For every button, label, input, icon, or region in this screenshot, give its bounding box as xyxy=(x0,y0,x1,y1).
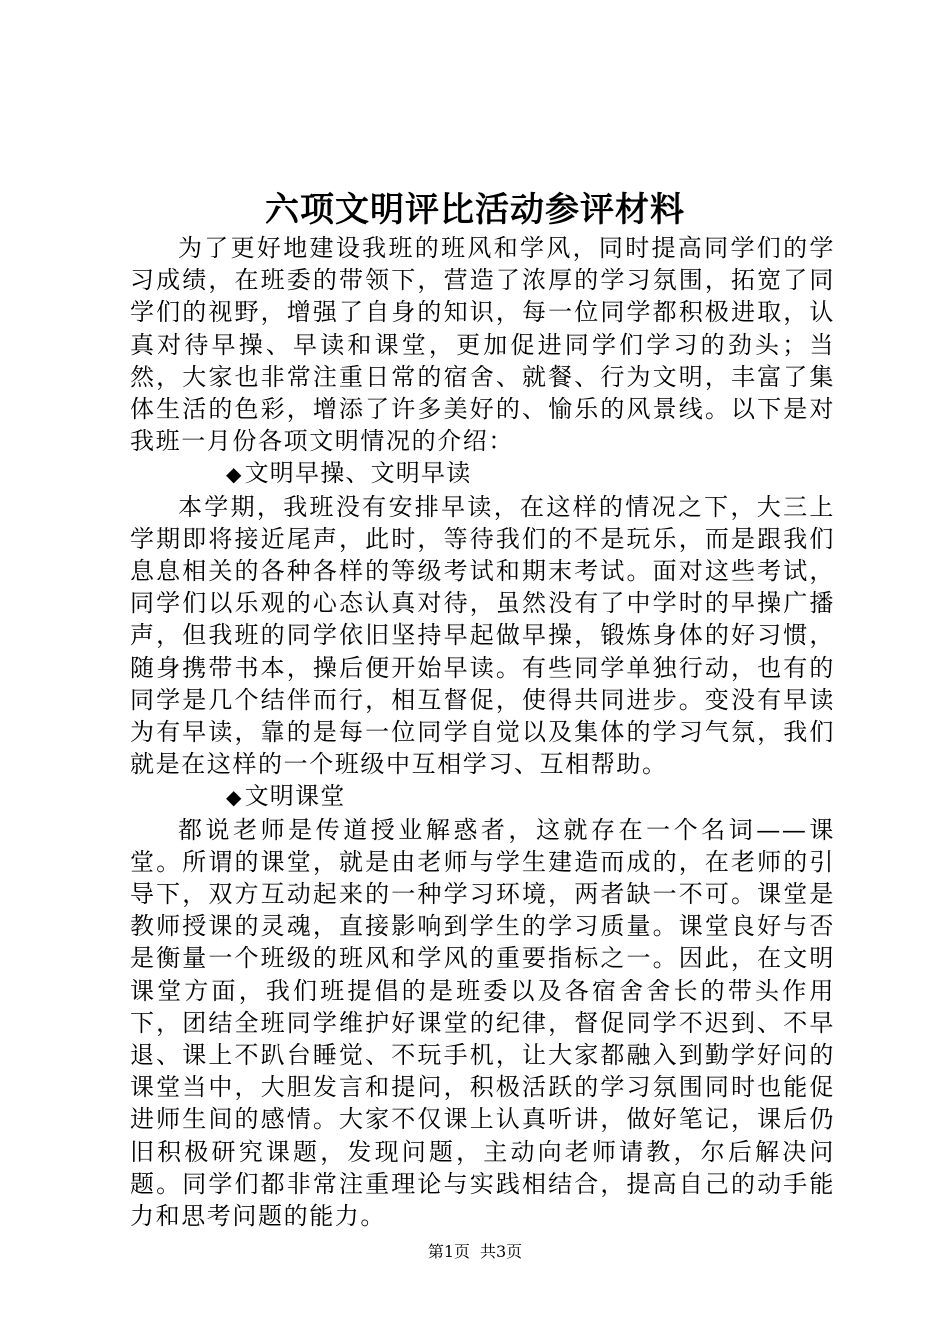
diamond-bullet-icon: ◆ xyxy=(226,462,243,487)
section-heading-morning xyxy=(130,457,835,490)
section-heading-text: 文明早操、文明早读 xyxy=(244,459,472,488)
intro-paragraph: 为了更好地建设我班的班风和学风，同时提高同学们的学习成绩，在班委的带领下，营造了浓厚的学习氛围，拓宽了同学们的视野，增强了自身的知识，每一位同学都积极进取，认真对待早操、早读和课堂，更加促进同学们学习的劲头；当然，大家也非常注重日常的宿舍、就餐、行为文明，丰富了集体生活的色彩，增添了许多美好的、愉乐的风景线。以下是对我班一月份各项文明情况的介绍： xyxy=(130,234,835,456)
section-paragraph-classroom: 都说老师是传道授业解惑者，这就存在一个名词——课堂。所谓的课堂，就是由老师与学生建造而成的，在老师的引导下，双方互动起来的一种学习环境，两者缺一不可。课堂是教师授课的灵魂，直接影响到学生的学习质量。课堂良好与否是衡量一个班级的班风和学风的重要指标之一。因此，在文明课堂方面，我们班提倡的是班委以及各宿舍舍长的带头作用下，团结全班同学维护好课堂的纪律，督促同学不迟到、不早退、课上不趴台睡觉、不玩手机，让大家都融入到勤学好问的课堂当中，大胆发言和提问，积极活跃的学习氛围同时也能促进师生间的感情。大家不仅课上认真听讲，做好笔记，课后仍旧积极研究课题，发现问题，主动向老师请教，尔后解决问题。同学们都非常注重理论与实践相结合，提高自己的动手能力和思考问题的能力。 xyxy=(130,815,835,1231)
document-body xyxy=(130,232,835,1232)
section-heading-text: 文明课堂 xyxy=(244,782,346,811)
section-paragraph-morning: 本学期，我班没有安排早读，在这样的情况之下，大三上学期即将接近尾声，此时，等待我们的不是玩乐，而是跟我们息息相关的各种各样的等级考试和期末考试。面对这些考试，同学们以乐观的心态认真对待，虽然没有了中学时的早操广播声，但我班的同学依旧坚持早起做早操，锻炼身体的好习惯，随身携带书本，操后便开始早读。有些同学单独行动，也有的同学是几个结伴而行，相互督促，使得共同进步。变没有早读为有早读，靠的是每一位同学自觉以及集体的学习气氛，我们就是在这样的一个班级中互相学习、互相帮助。 xyxy=(130,492,835,779)
page-number: 第1页 xyxy=(427,1242,470,1261)
total-pages: 共3页 xyxy=(480,1242,523,1261)
diamond-bullet-icon: ◆ xyxy=(226,785,243,810)
document-title: 六项文明评比活动参评材料 xyxy=(265,190,685,230)
section-heading-classroom xyxy=(130,780,835,813)
page-footer xyxy=(0,1240,950,1264)
